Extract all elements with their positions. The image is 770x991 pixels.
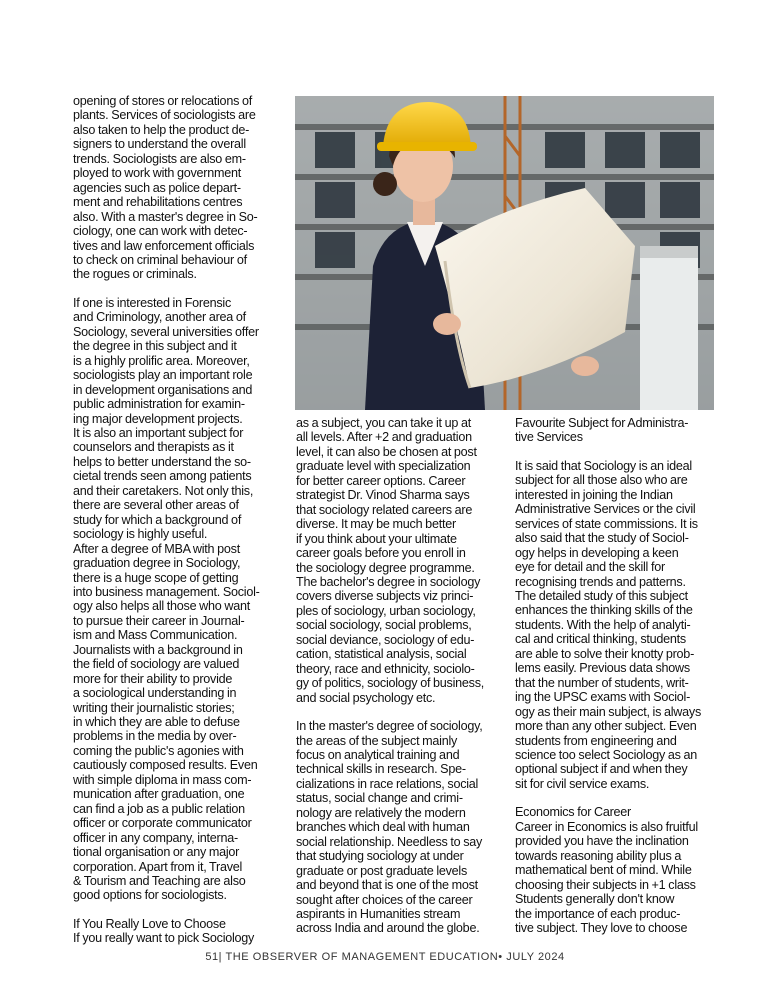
article-column-1 <box>73 94 281 946</box>
article-column-3 <box>515 416 720 935</box>
woman-in-hard-hat-reading-blueprint-photo <box>295 96 714 410</box>
page-footer: 51| THE OBSERVER OF MANAGEMENT EDUCATION• JULY 2024 <box>205 951 565 963</box>
section-heading: Favourite Subject for Administra- tive Services <box>515 416 689 445</box>
paragraph: opening of stores or relocations of plants. Services of sociologists are also taken to help the product de- signers to understand the overall trends. Sociologists are also em- ployed to work with government agencies such as police depart- ment and rehabilitations centres also. With a master's degree in So- ciology, one can work with detec- tives and law enforcement officials to check on criminal behaviour of the rogues or criminals. <box>73 94 258 282</box>
section-heading-and-paragraph: If You Really Love to Choose If you really want to pick Sociology <box>73 916 255 946</box>
paragraph: as a subject, you can take it up at all levels. After +2 and graduation level, it can also be chosen at post graduate level with specialization for better career options. Career strategist Dr. Vinod Sharma says that sociology related careers are diverse. It may be much better if you think about your ultimate career goals before you enroll in the sociology degree programme. The bachelor's degree in sociology covers diverse subjects viz princi- ples of sociology, urban sociology, social sociology, social problems, social deviance, sociology of edu- cation, statistical analysis, social theory, race and ethnicity, sociolo- gy of politics, sociology of business, and social psychology etc. <box>296 416 485 705</box>
paragraph: In the master's degree of sociology, the areas of the subject mainly focus on analytical training and technical skills in research. Spe- cializations in race relations, social status, social change and crimi- nology are relatively the modern branches which deal with human social relationship. Needless to say that studying sociology at under graduate or post graduate levels and beyond that is one of the most sought after choices of the career aspirants in Humanities stream across India and around the globe. <box>296 719 483 936</box>
section-heading-and-paragraph: Economics for Career Career in Economics is also fruitful provided you have the inclination towards reasoning ability plus a mathematical bent of mind. While choosing their subjects in +1 class Students generally don't know the importance of each produc- tive subject. They love to choose <box>515 805 698 935</box>
paragraph: It is said that Sociology is an ideal subject for all those also who are interested in joining the Indian Administrative Services or the civil services of state commissions. It is also said that the study of Sociol- ogy helps in developing a keen eye for detail and the skill for recognising trends and patterns. The detailed study of this subject enhances the thinking skills of the students. With the help of analyti- cal and critical thinking, students are able to solve their knotty prob- lems easily. Previous data shows that the number of students, writ- ing the UPSC exams with Sociol- ogy as their main subject, is always more than any other subject. Even students from engineering and science too select Sociology as an optional subject if and when they sit for civil service exams. <box>515 458 701 791</box>
paragraph: If one is interested in Forensic and Criminology, another area of Sociology, several universities offer the degree in this subject and it is a highly prolific area. Moreover, sociologists play an important role in development organisations and public administration for examin- ing major development projects. It is also an important subject for counselors and therapists as it helps to better understand the so- cietal trends seen among patients and their caretakers. Not only this, there are several other areas of study for which a background of sociology is highly useful. After a degree of MBA with post graduation degree in Sociology, there is a huge scope of getting into business management. Sociol- ogy also helps all those who want to pursue their career in Journal- ism and Mass Communication. Journalists with a background in the field of sociology are valued more for their ability to provide a sociological understanding in writing their journalistic stories; in which they are able to defuse problems in the media by over- coming the public's agonies with cautiously composed results. Even with simple diploma in mass com- munication after graduation, one can find a job as a public relation officer or corporate communicator officer in any company, interna- tional organisation or any major corporation. Apart from it, Travel & Tourism and Teaching are also good options for sociologists. <box>73 295 260 903</box>
article-column-2 <box>296 416 504 936</box>
